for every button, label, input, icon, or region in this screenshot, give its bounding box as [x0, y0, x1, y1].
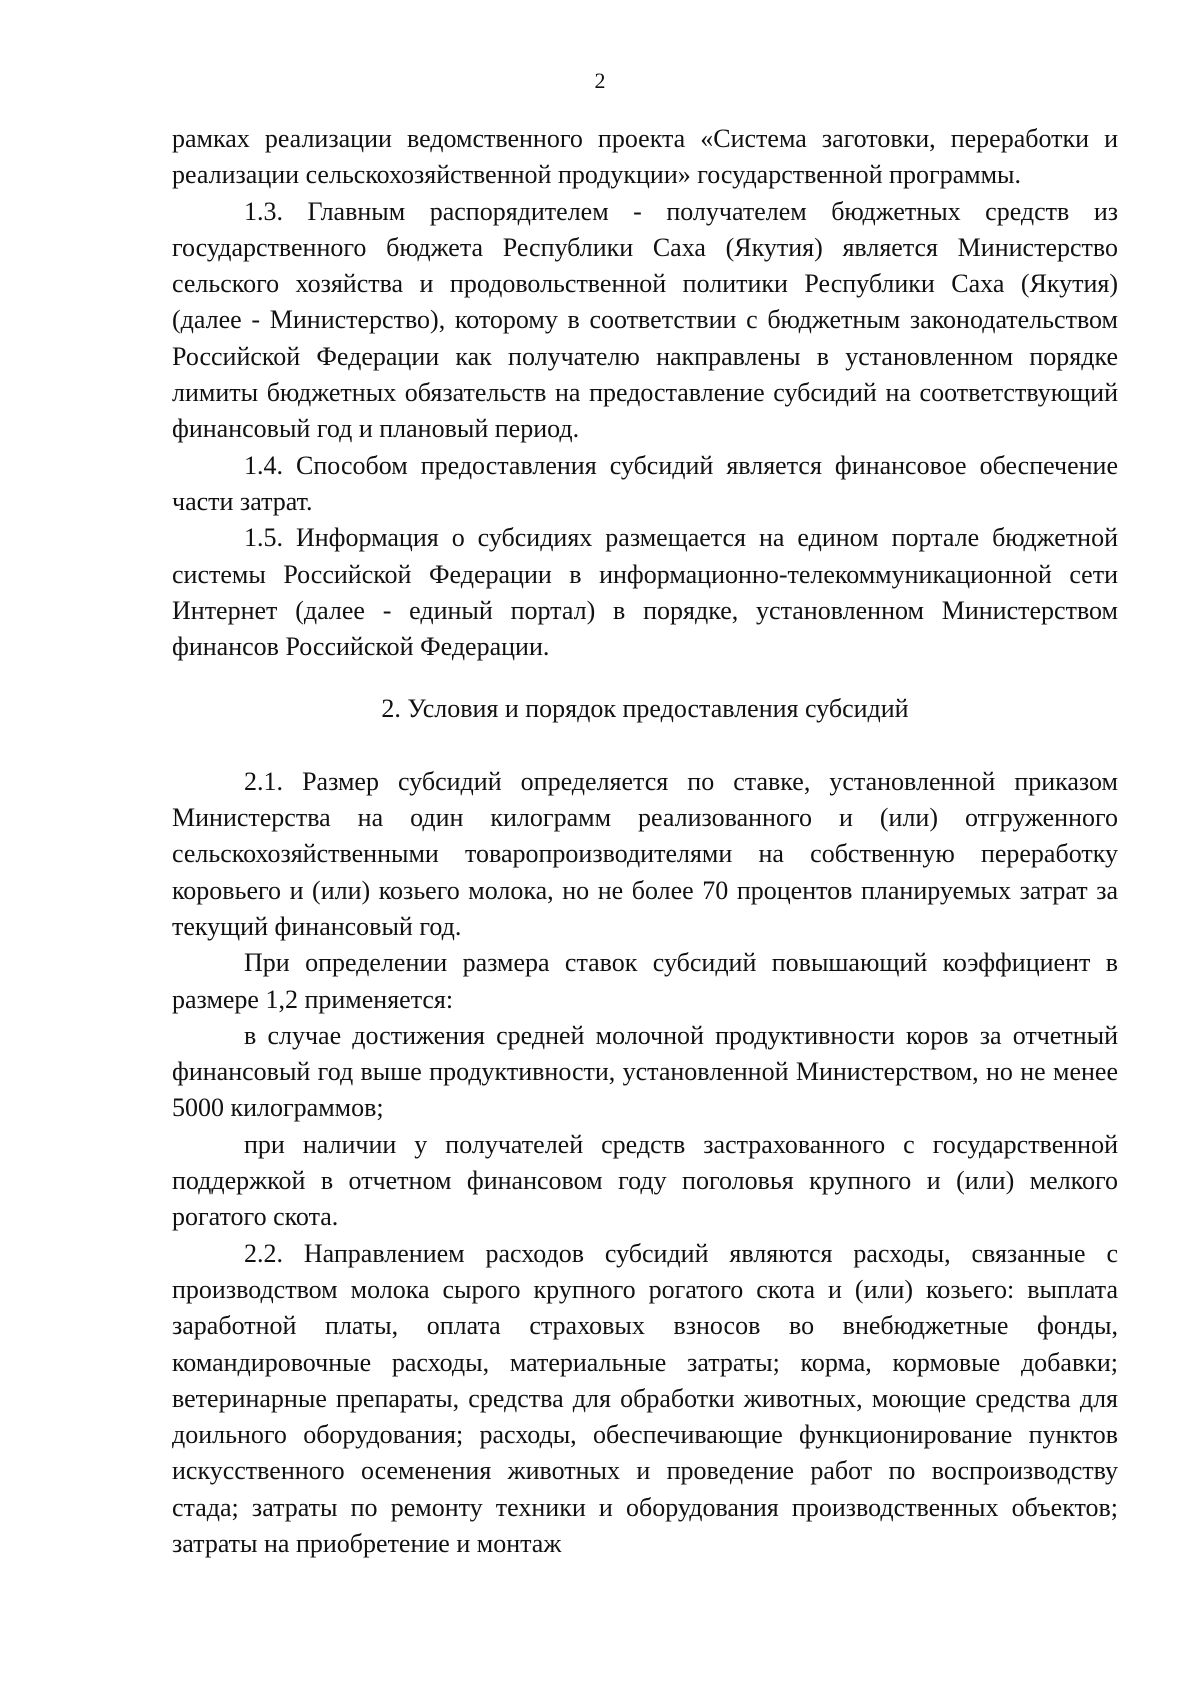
paragraph-1-5: 1.5. Информация о субсидиях размещается на едином портале бюджетной системы Российской Федерации в информационно-телекоммуникационной сети Интернет (далее - единый портал) в порядке, установленном Министерством финансов Российской Федерации.: [172, 523, 1118, 662]
paragraph-2-1-coefficient: При определении размера ставок субсидий повышающий коэффициент в размере 1,2 применяется:: [172, 948, 1118, 1014]
document-body: [172, 121, 1118, 1562]
section-heading: 2. Условия и порядок предоставления субсидий: [381, 694, 909, 724]
paragraph-2-1-condition-insurance: при наличии у получателей средств застрахованного с государственной поддержкой в отчетном финансовом году поголовья крупного и (или) мелкого рогатого скота.: [172, 1129, 1118, 1232]
paragraph-continuation: рамках реализации ведомственного проекта «Система заготовки, переработки и реализации сельскохозяйственной продукции» государственной программы.: [172, 124, 1118, 190]
paragraph-2-1: 2.1. Размер субсидий определяется по ставке, установленной приказом Министерства на один килограмм реализованного и (или) отгруженного сельскохозяйственными товаропроизводителями на собственную переработку коровьего и (или) козьего молока, но не более 70 процентов планируемых затрат за текущий финансовый год.: [172, 766, 1118, 941]
page-number: 2: [594, 68, 606, 93]
paragraph-2-1-condition-productivity: в случае достижения средней молочной продуктивности коров за отчетный финансовый год выше продуктивности, установленной Министерством, но не менее 5000 килограммов;: [172, 1020, 1118, 1123]
paragraph-1-3: 1.3. Главным распорядителем - получателем бюджетных средств из государственного бюджета Республики Саха (Якутия) является Министерство сельского хозяйства и продовольственной политики Республики Саха (Якутия) (далее - Министерство), которому в соответствии с бюджетным законодательством Российской Федерации как получателю накправлены в установленном порядке лимиты бюджетных обязательств на предоставление субсидий на соответствующий финансовый год и плановый период.: [172, 196, 1118, 444]
paragraph-1-4: 1.4. Способом предоставления субсидий является финансовое обеспечение части затрат.: [172, 450, 1118, 516]
paragraph-2-2: 2.2. Направлением расходов субсидий являются расходы, связанные с производством молока сырого крупного рогатого скота и (или) козьего: выплата заработной платы, оплата страховых взносов во внебюджетные фонды, командировочные расходы, материальные затраты; корма, кормовые добавки; ветеринарные препараты, средства для обработки животных, моющие средства для доильного оборудования; расходы, обеспечивающие функционирование пунктов искусственного осеменения животных и проведение работ по воспроизводству стада; затраты по ремонту техники и оборудования производственных объектов; затраты на приобретение и монтаж: [172, 1238, 1118, 1558]
